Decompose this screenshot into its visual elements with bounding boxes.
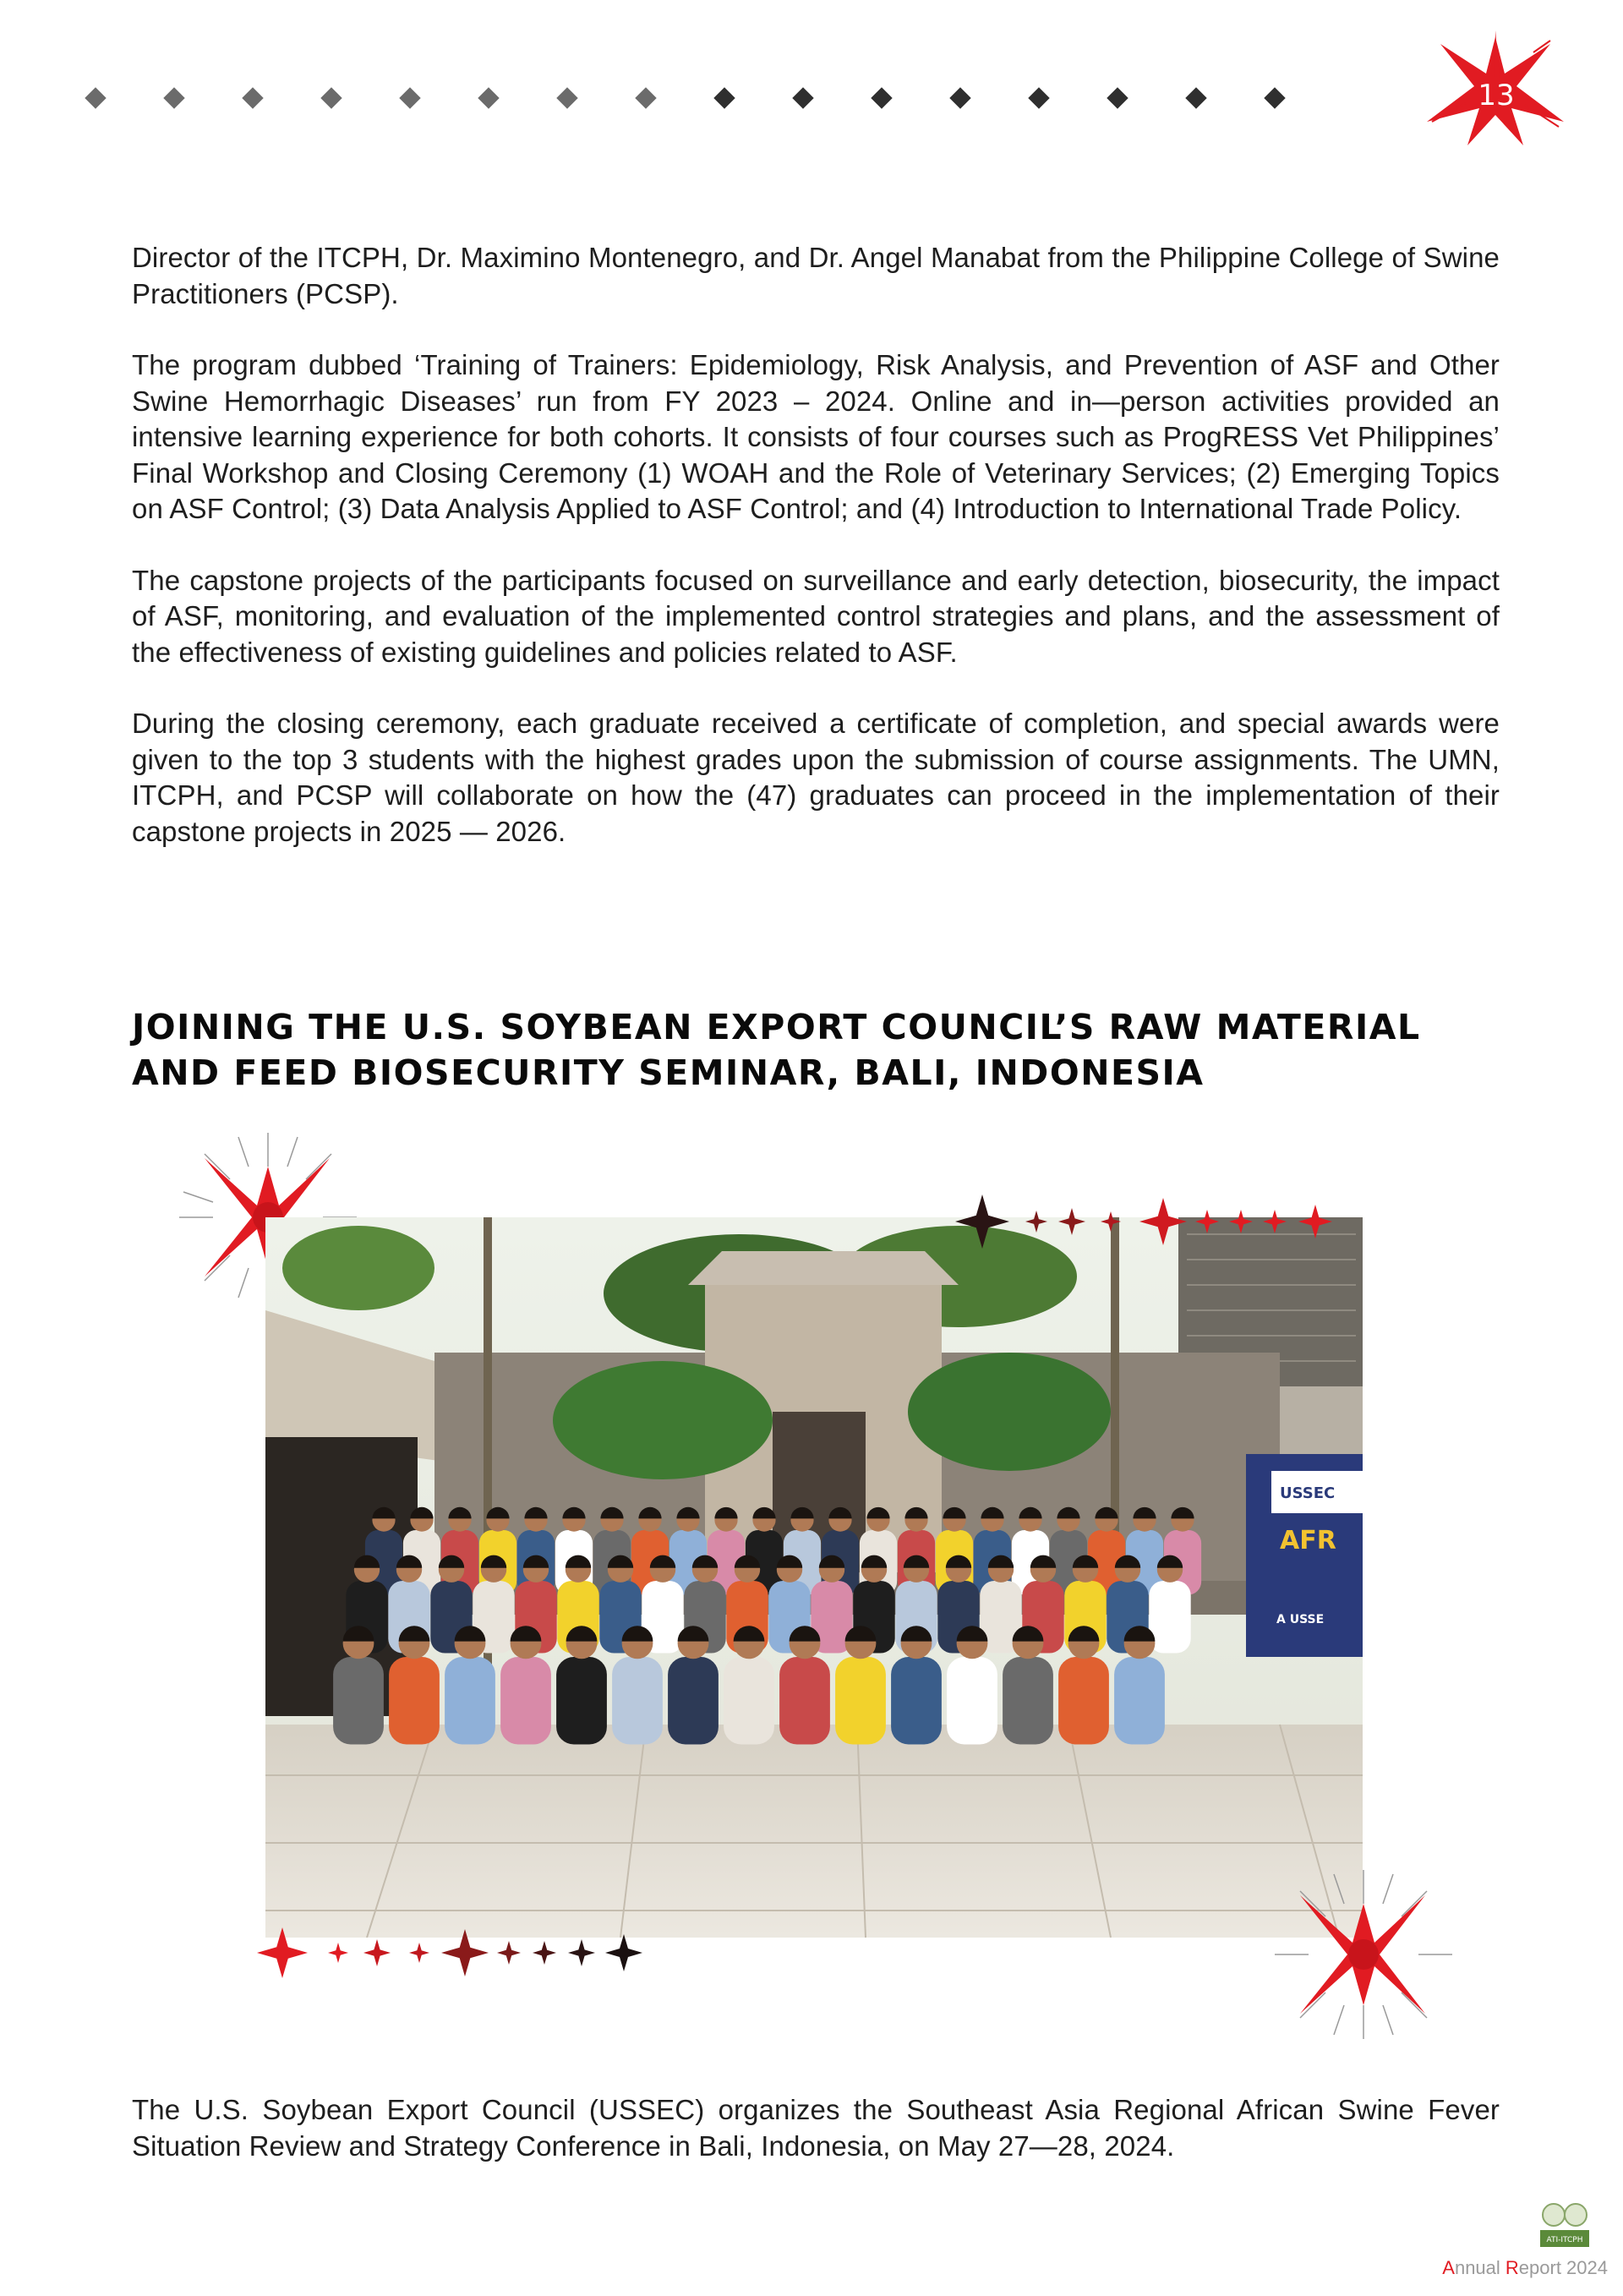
star-icon bbox=[257, 1927, 308, 1978]
star-icon bbox=[1139, 1198, 1187, 1245]
star-icon bbox=[1101, 1211, 1121, 1232]
star-icon bbox=[533, 1941, 556, 1965]
body-paragraph: During the closing ceremony, each graduate received a certificate of completion, and special awards were given to the top 3 students with the highest grades upon the submission of course assignments. The UMN, ITCPH, and PCSP will collaborate on how the (47) graduates can proceed in the implementation of their capstone projects in 2025 — 2026. bbox=[132, 708, 1500, 847]
section-text bbox=[132, 2092, 1500, 2200]
diamond-icon bbox=[399, 87, 420, 108]
banner-text: USSEC bbox=[1280, 1484, 1336, 1502]
section-heading: JOINING THE U.S. SOYBEAN EXPORT COUNCIL’S RAW MATERIAL AND FEED BIOSECURITY SEMINAR, BALI, INDONESIA bbox=[132, 1007, 1421, 1093]
diamond-icon bbox=[792, 87, 813, 108]
star-row-icon bbox=[952, 1192, 1341, 1251]
ati-itcph-logo bbox=[1538, 2201, 1591, 2254]
group-photo bbox=[265, 1217, 1363, 1938]
footer-report-label bbox=[1386, 2259, 1608, 2277]
diamond-icon bbox=[713, 87, 735, 108]
star-icon bbox=[568, 1939, 595, 1966]
diamond-row-decoration bbox=[88, 88, 1305, 108]
section-paragraph: The U.S. Soybean Export Council (USSEC) organizes the Southeast Asia Regional African Swine Fever Situation Review and Strategy Conference in Bali, Indonesia, on May 27—28, 2024. bbox=[132, 2094, 1500, 2162]
banner-text: A USSE bbox=[1276, 1613, 1325, 1626]
footer-letter: A bbox=[1442, 2257, 1455, 2278]
body-text bbox=[132, 240, 1500, 885]
body-paragraph: The program dubbed ‘Training of Trainers: Epidemiology, Risk Analysis, and Prevention of ASF and Other Swine Hemorrhagic Diseases’ run from FY 2023 – 2024. Online and in—person activities provided an intensive learning experience for both cohorts. It consists of four courses such as ProgRESS Vet Philippines’ Final Workshop and Closing Ceremony (1) WOAH and the Role of Veterinary Services; (2) Emerging Topics on ASF Control; (3) Data Analysis Applied to ASF Control; and (4) Introduction to International Trade Policy. bbox=[132, 349, 1500, 524]
star-icon bbox=[441, 1929, 489, 1976]
star-icon bbox=[955, 1194, 1009, 1249]
star-icon bbox=[1229, 1210, 1253, 1233]
star-icon bbox=[409, 1943, 429, 1963]
star-icon bbox=[328, 1943, 348, 1963]
diamond-icon bbox=[1028, 87, 1049, 108]
star-icon bbox=[1195, 1210, 1219, 1233]
diamond-icon bbox=[320, 87, 342, 108]
footer-text-part: nnual bbox=[1454, 2257, 1506, 2278]
star-icon bbox=[1263, 1210, 1287, 1233]
diamond-icon bbox=[1264, 87, 1285, 108]
star-icon bbox=[605, 1934, 642, 1971]
star-icon bbox=[1298, 1205, 1332, 1238]
diamond-icon bbox=[1107, 87, 1128, 108]
footer-text-part: eport 2024 bbox=[1518, 2257, 1608, 2278]
diamond-icon bbox=[556, 87, 577, 108]
star-row-icon bbox=[254, 1923, 651, 1982]
footer-letter: R bbox=[1505, 2257, 1519, 2278]
diamond-icon bbox=[163, 87, 184, 108]
body-paragraph: Director of the ITCPH, Dr. Maximino Montenegro, and Dr. Angel Manabat from the Philippine College of Swine Practitioners (PCSP). bbox=[132, 242, 1500, 309]
starburst-icon bbox=[1275, 1870, 1452, 2039]
banner-text: AFR bbox=[1280, 1526, 1336, 1555]
diamond-icon bbox=[242, 87, 263, 108]
logo-text: ATI-ITCPH bbox=[1546, 2236, 1583, 2244]
star-icon bbox=[363, 1939, 391, 1966]
diamond-icon bbox=[871, 87, 892, 108]
diamond-icon bbox=[85, 87, 106, 108]
star-icon bbox=[497, 1941, 521, 1965]
diamond-icon bbox=[1185, 87, 1206, 108]
page-number: 13 bbox=[1478, 79, 1515, 112]
diamond-icon bbox=[478, 87, 499, 108]
star-icon bbox=[1058, 1208, 1085, 1235]
star-icon bbox=[1025, 1211, 1047, 1233]
body-paragraph: The capstone projects of the participants focused on surveillance and early detection, biosecurity, the impact of ASF, monitoring, and evaluation of the implemented control strategies and plans, and the assessment of the effectiveness of existing guidelines and policies related to ASF. bbox=[132, 564, 1500, 668]
diamond-icon bbox=[949, 87, 970, 108]
diamond-icon bbox=[635, 87, 656, 108]
